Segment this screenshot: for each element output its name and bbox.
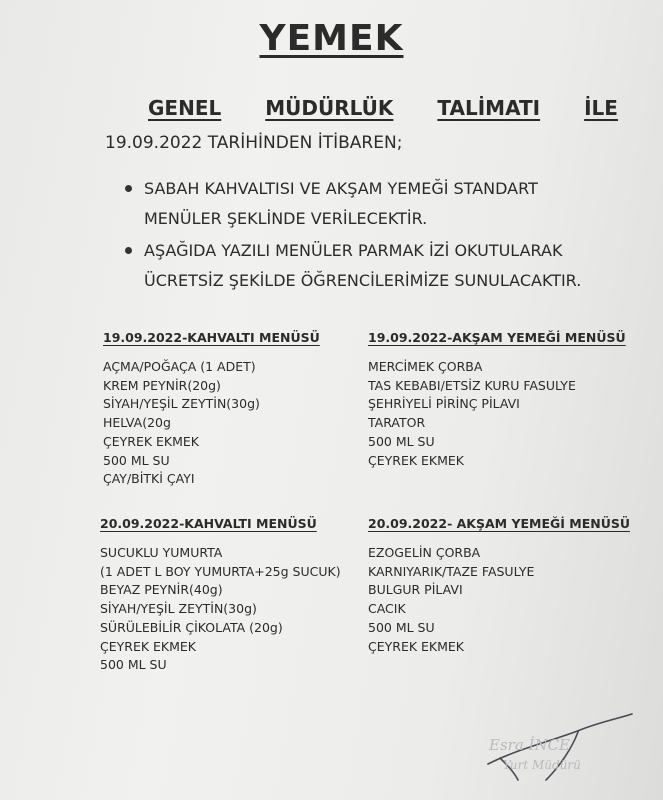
menu-heading: 20.09.2022-KAHVALTI MENÜSÜ [100,516,317,531]
menu-item: ŞEHRİYELİ PİRİNÇ PİLAVI [368,396,520,412]
menu-item: TARATOR [368,415,426,431]
menu-heading: 20.09.2022- AKŞAM YEMEĞİ MENÜSÜ [368,516,631,531]
menu-breakfast-20-09 [100,516,341,675]
announcement-item: AŞAĞIDA YAZILI MENÜLER PARMAK İZİ OKUTULARAK ÜCRETSİZ ŞEKİLDE ÖĞRENCİLERİMİZE SUNULACAKTIR. [120,236,620,296]
menu-breakfast-19-09 [103,330,320,489]
menu-item: 500 ML SU [103,452,170,468]
menu-item: 500 ML SU [100,657,167,673]
menu-item: (1 ADET L BOY YUMURTA+25g SUCUK) [100,563,341,579]
menu-item: SÜRÜLEBİLİR ÇİKOLATA (20g) [100,619,283,635]
announcement-item: SABAH KAHVALTISI VE AKŞAM YEMEĞİ STANDART MENÜLER ŞEKLİNDE VERİLECEKTİR. [120,174,620,234]
subtitle-word: TALİMATI [437,96,541,120]
subtitle-word: İLE [584,96,618,120]
menu-item: ÇAY/BİTKİ ÇAYI [103,471,195,487]
menu-item: CACIK [368,601,406,617]
page-title: YEMEK [259,18,404,59]
menu-item: SUCUKLU YUMURTA [100,545,223,560]
menu-heading: 19.09.2022-AKŞAM YEMEĞİ MENÜSÜ [368,330,626,345]
menu-heading: 19.09.2022-KAHVALTI MENÜSÜ [103,330,320,345]
menu-item: HELVA(20g [103,415,171,431]
menu-item: KREM PEYNİR(20g) [103,377,221,393]
menu-item: ÇEYREK EKMEK [368,638,464,654]
menu-item-list [103,358,320,489]
menu-item: ÇEYREK EKMEK [103,433,199,449]
signature-name: Esra İNCE [489,736,571,754]
menu-item: BULGUR PİLAVI [368,582,463,598]
menu-item-list [368,544,630,656]
menu-dinner-20-09 [368,516,630,656]
menu-item-list [368,358,626,470]
menu-item: SİYAH/YEŞİL ZEYTİN(30g) [103,396,260,412]
subtitle-word: GENEL [148,96,222,120]
menu-item: BEYAZ PEYNİR(40g) [100,582,223,598]
menu-item: SİYAH/YEŞİL ZEYTİN(30g) [100,601,257,617]
menu-item: TAS KEBABI/ETSİZ KURU FASULYE [368,377,576,393]
announcement-list [120,174,620,298]
menu-item: 500 ML SU [368,433,435,449]
effective-date: 19.09.2022 TARİHİNDEN İTİBAREN; [105,133,403,153]
menu-item: ÇEYREK EKMEK [100,638,196,654]
menu-item: ÇEYREK EKMEK [368,452,464,468]
menu-item: EZOGELİN ÇORBA [368,545,481,560]
signature-title: Yurt Müdürü [503,758,581,772]
menu-item: KARNIYARIK/TAZE FASULYE [368,563,535,579]
subtitle [148,96,618,120]
menu-item: AÇMA/POĞAÇA (1 ADET) [103,359,256,374]
menu-item: MERCİMEK ÇORBA [368,359,483,374]
menu-item: 500 ML SU [368,619,435,635]
subtitle-word: MÜDÜRLÜK [265,96,394,120]
menu-item-list [100,544,341,675]
menu-dinner-19-09 [368,330,626,470]
